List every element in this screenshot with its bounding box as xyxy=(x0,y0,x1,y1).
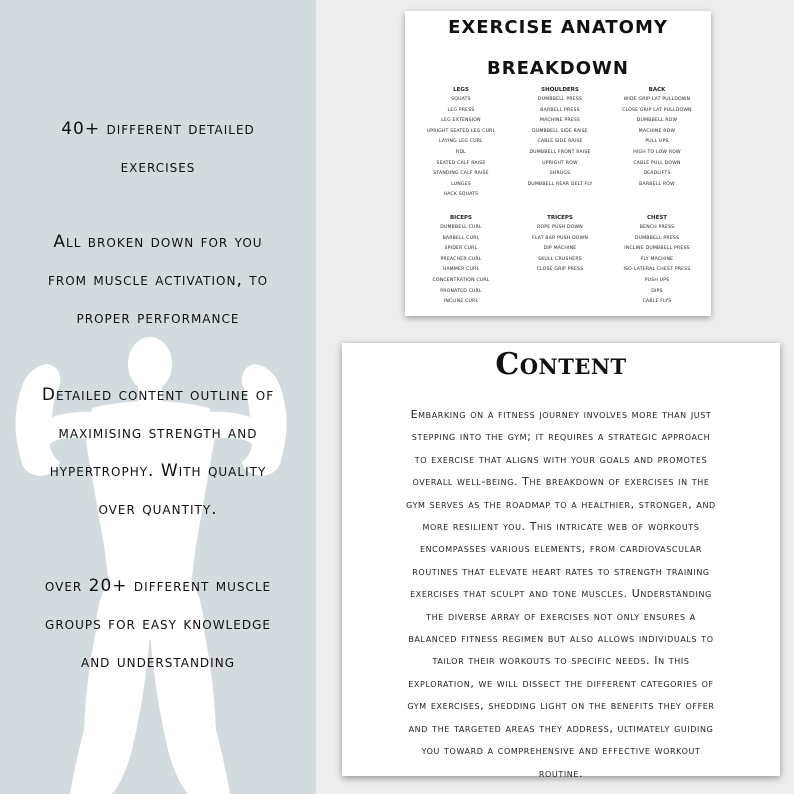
exercise-item: CLOSE GRIP PRESS xyxy=(536,267,584,273)
exercise-item: SPIDER CURL xyxy=(444,246,478,252)
paragraph-line: more resilient you. This intricate web of workouts xyxy=(422,520,700,534)
breakdown-subtitle: BREAKDOWN xyxy=(487,58,629,79)
group-heading: BACK xyxy=(648,87,666,93)
feature-block-1 xyxy=(0,110,316,186)
paragraph-line: encompasses various elements, from cardiovascular xyxy=(419,542,703,556)
paragraph-line: tailor their workouts to specific needs. In this xyxy=(432,654,690,668)
group-heading: CHEST xyxy=(646,215,668,221)
exercise-item: INCLINE CURL xyxy=(443,299,479,305)
group-heading: SHOULDERS xyxy=(541,87,579,93)
group-heading: BICEPS xyxy=(449,215,473,221)
paragraph-line: the diverse array of exercises not only ensures a xyxy=(426,609,696,623)
group-legs xyxy=(411,85,511,201)
exercise-item: UPRIGHT ROW xyxy=(542,160,578,166)
exercise-item: PUSH UPS xyxy=(644,277,670,283)
paragraph-line: routines that elevate heart rates to strength training xyxy=(412,564,710,578)
exercise-item: CABLE FLYS xyxy=(642,299,672,305)
feature-line: exercises xyxy=(120,157,196,177)
exercise-item: DUMBBELL REAR DELT FLY xyxy=(527,181,593,187)
exercise-item: CONCENTRATION CURL xyxy=(432,277,490,283)
feature-line: over 20+ different muscle xyxy=(44,576,272,596)
paragraph-line: you toward a comprehensive and effective workout xyxy=(421,744,701,758)
paragraph-line: balanced fitness regimen but also allows individuals to xyxy=(408,632,714,646)
feature-line: 40+ different detailed xyxy=(61,119,255,139)
group-heading: TRICEPS xyxy=(547,215,573,221)
feature-line: proper performance xyxy=(76,308,240,328)
paragraph-line: stepping into the gym; it requires a strategic approach xyxy=(411,430,711,444)
exercise-item: DIPS xyxy=(651,288,663,294)
exercise-item: FLY MACHINE xyxy=(640,256,674,262)
feature-line: All broken down for you xyxy=(53,232,263,252)
group-biceps xyxy=(411,213,511,308)
exercise-item: MACHINE PRESS xyxy=(539,118,581,124)
exercise-item: DUMBBELL CURL xyxy=(440,225,482,230)
breakdown-title: EXERCISE ANATOMY xyxy=(448,17,668,38)
exercise-item: PULL UPS xyxy=(645,139,669,145)
exercise-item: LUNGES xyxy=(451,181,471,187)
exercise-item: SHRUGS xyxy=(549,171,571,177)
content-title: Content xyxy=(495,347,627,382)
exercise-item: FLAT BAR PUSH DOWN xyxy=(532,235,588,241)
exercise-item: ROPE PUSH DOWN xyxy=(537,225,583,230)
feature-line: Detailed content outline of xyxy=(41,385,275,405)
exercise-item: RDL xyxy=(456,149,466,155)
paragraph-line: routine. xyxy=(538,766,584,780)
exercise-item: DIP MACHINE xyxy=(543,246,577,252)
exercise-item: SQUATS xyxy=(451,97,471,102)
exercise-item: STANDING CALF RAISE xyxy=(433,171,489,177)
feature-line: from muscle activation, to xyxy=(47,270,269,290)
exercise-item: LAYING LEG CURL xyxy=(439,139,483,145)
group-triceps xyxy=(510,213,610,276)
paragraph-line: Embarking on a fitness journey involves more than just xyxy=(410,408,712,421)
feature-block-2 xyxy=(0,223,316,337)
left-panel xyxy=(0,0,316,794)
feature-line: and understanding xyxy=(80,652,235,672)
exercise-item: BENCH PRESS xyxy=(639,225,675,230)
group-heading: LEGS xyxy=(453,87,469,93)
paragraph-line: overall well-being. The breakdown of exercises in the xyxy=(412,475,710,489)
exercise-item: CLOSE GRIP LAT PULLDOWN xyxy=(622,107,692,113)
exercise-item: PREACHER CURL xyxy=(440,256,482,262)
exercise-item: CABLE SIDE RAISE xyxy=(537,139,583,145)
exercise-item: SKULL CRUSHERS xyxy=(538,256,582,262)
exercise-item: WIDE GRIP LAT PULLDOWN xyxy=(623,97,691,102)
exercise-item: DUMBBELL PRESS xyxy=(634,235,680,241)
exercise-item: MACHINE ROW xyxy=(638,128,676,134)
paragraph-line: and the targeted areas they address, ultimately guiding xyxy=(408,721,714,735)
exercise-item: INCLINE DUMBBELL PRESS xyxy=(624,246,690,252)
feature-line: over quantity. xyxy=(98,499,218,519)
group-shoulders xyxy=(510,85,610,190)
exercise-item: BARBELL PRESS xyxy=(540,107,580,113)
paragraph-line: gym serves as the roadmap to a healthier, stronger, and xyxy=(406,497,716,511)
paragraph-line: exercises that sculpt and tone muscles. Understanding xyxy=(410,587,712,601)
exercise-item: ISO-LATERAL CHEST PRESS xyxy=(623,267,691,273)
feature-block-3 xyxy=(0,376,316,528)
exercise-item: HIGH TO LOW ROW xyxy=(633,149,681,155)
exercise-item: LEG PRESS xyxy=(447,107,475,113)
exercise-item: HAMMER CURL xyxy=(442,267,480,273)
paragraph-line: to exercise that aligns with your goals and promotes xyxy=(414,452,708,466)
exercise-item: SEATED CALF RAISE xyxy=(436,160,486,166)
group-chest xyxy=(607,213,707,308)
exercise-item: BARBELL CURL xyxy=(442,235,480,241)
exercise-item: BARBELL ROW xyxy=(639,181,675,187)
exercise-item: DUMBBELL FRONT RAISE xyxy=(529,149,591,155)
feature-line: groups for easy knowledge xyxy=(45,614,271,634)
content-paragraph xyxy=(356,404,766,785)
content-card xyxy=(342,343,780,780)
feature-block-4 xyxy=(0,567,316,681)
exercise-breakdown-card xyxy=(405,11,711,316)
exercise-item: CABLE PULL DOWN xyxy=(633,160,681,166)
paragraph-line: exploration, we will dissect the different categories of xyxy=(408,676,714,690)
exercise-item: LEG EXTENSION xyxy=(441,118,481,124)
exercise-item: UPRIGHT SEATED LEG CURL xyxy=(426,128,496,134)
exercise-item: DUMBBELL ROW xyxy=(636,118,678,124)
paragraph-line: gym exercises, shedding light on the benefits they offer xyxy=(407,699,715,713)
feature-line: hypertrophy. With quality xyxy=(49,461,267,481)
exercise-item: DUMBBELL PRESS xyxy=(537,97,583,102)
exercise-item: PRONATED CURL xyxy=(440,288,482,294)
exercise-item: HACK SQUATS xyxy=(443,192,479,198)
exercise-item: DEADLIFTS xyxy=(643,171,671,177)
group-back xyxy=(607,85,707,190)
exercise-item: DUMBBELL SIDE RAISE xyxy=(532,128,588,134)
feature-line: maximising strength and xyxy=(58,423,258,443)
